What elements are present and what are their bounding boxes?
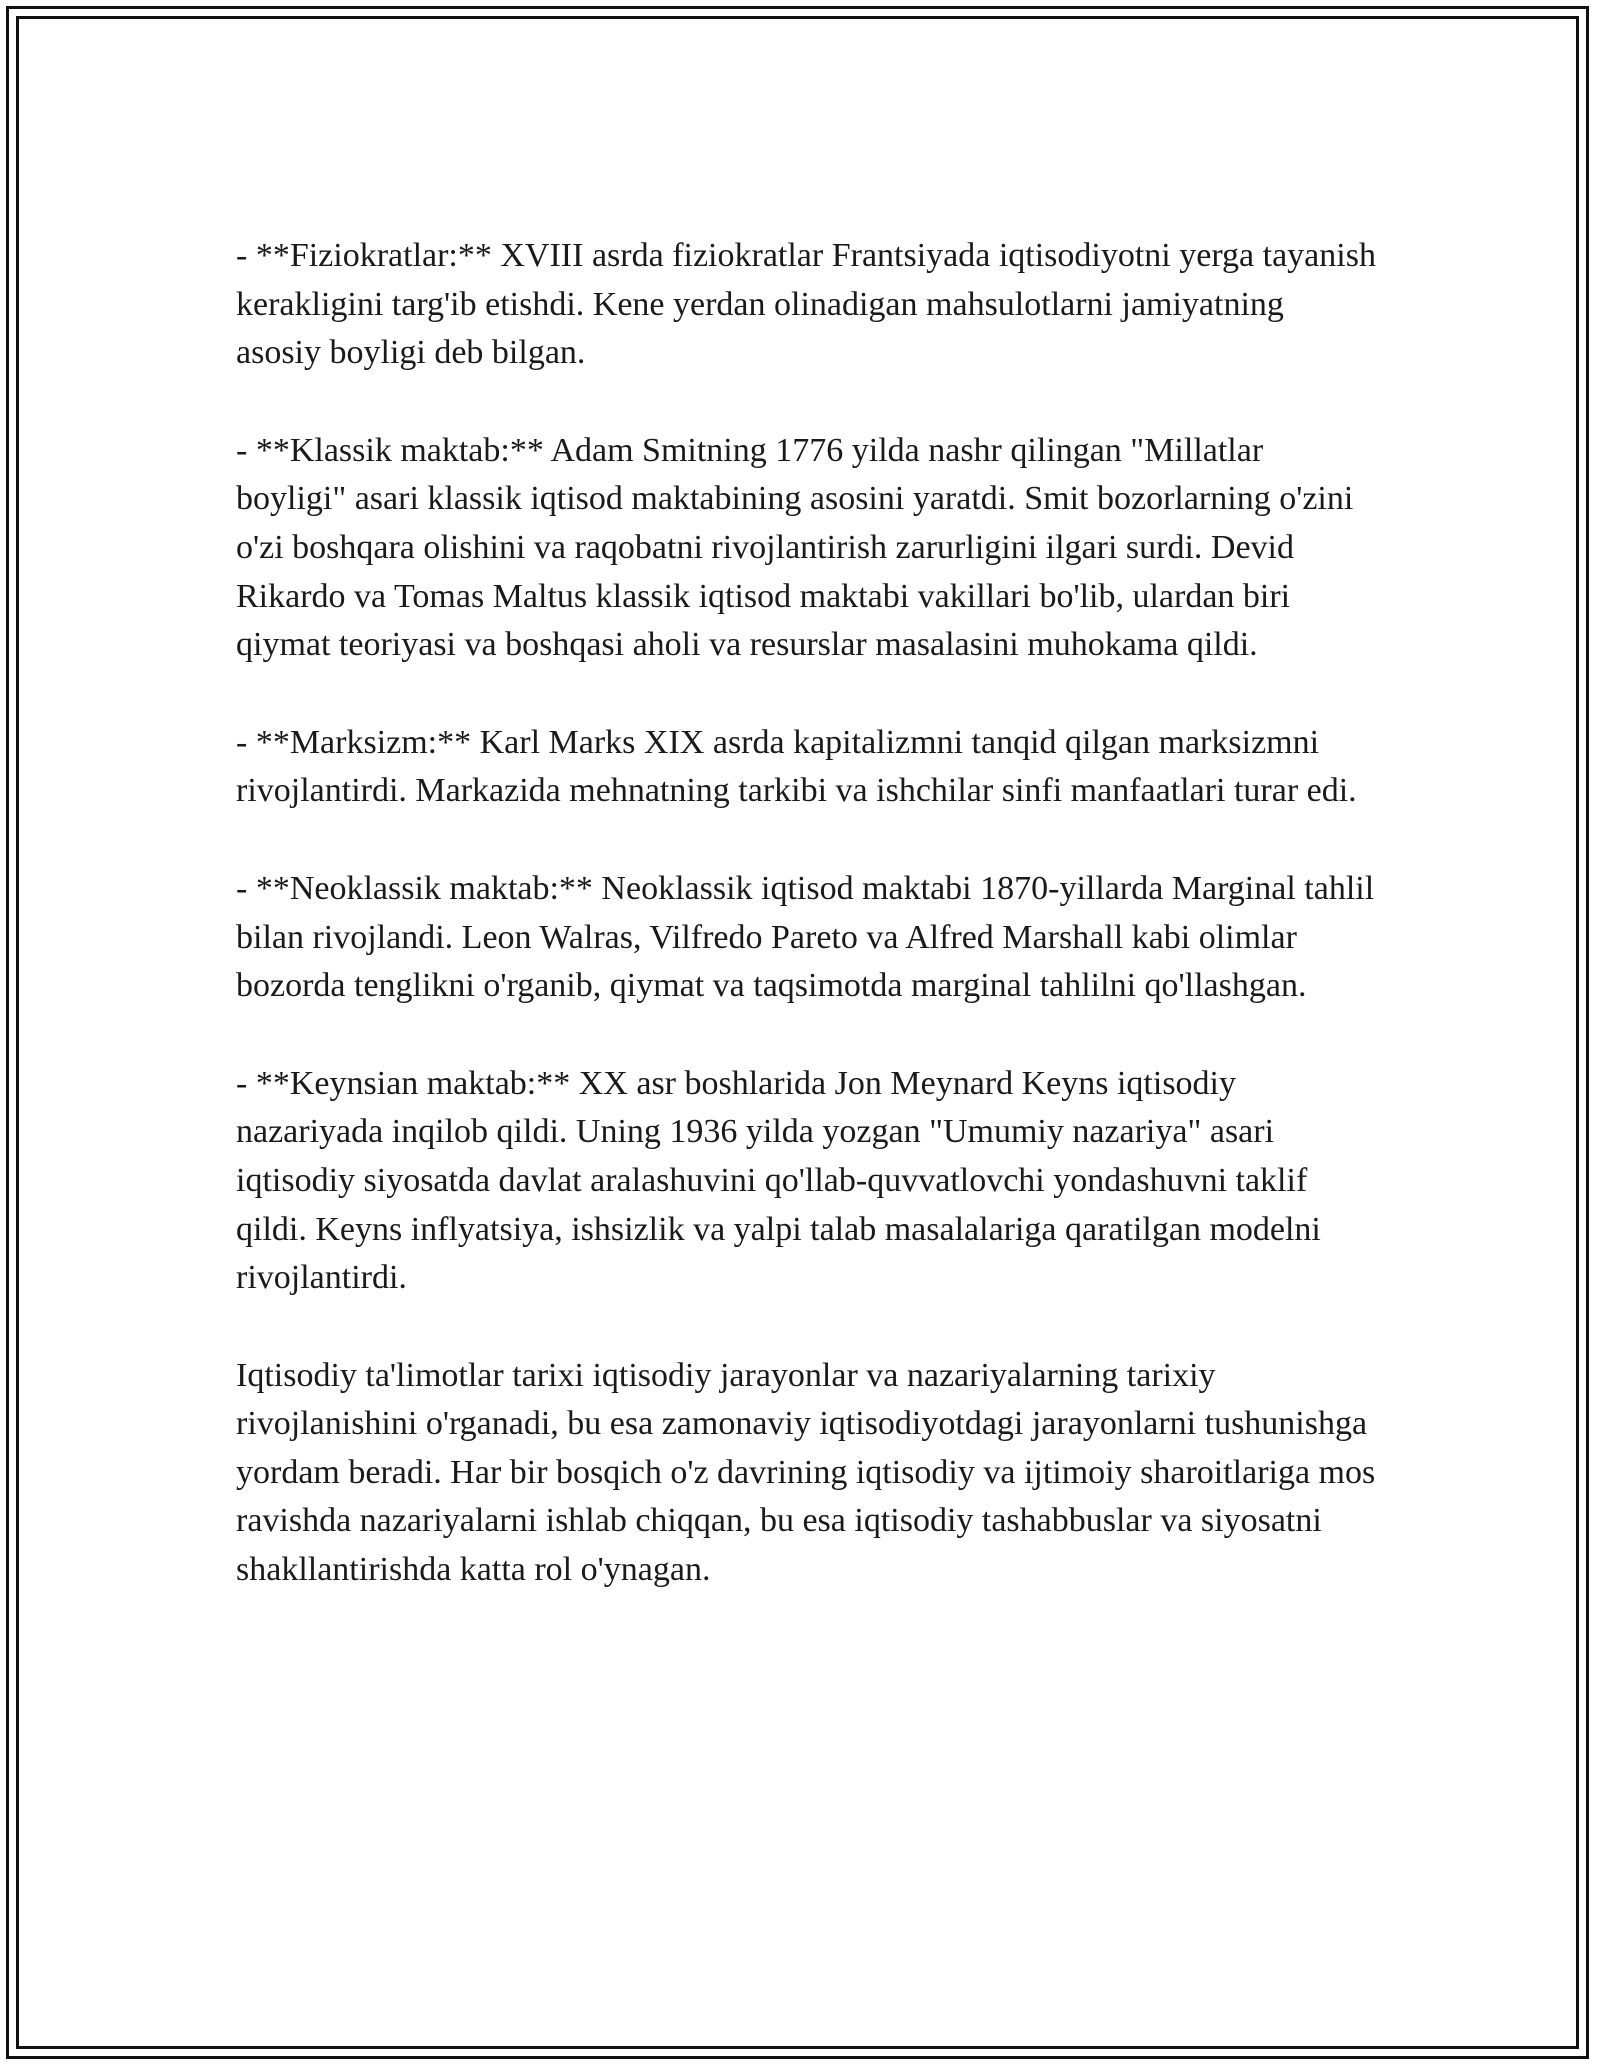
paragraph-fiziokratlar: - **Fiziokratlar:** XVIII asrda fiziokratlar Frantsiyada iqtisodiyotni yerga tayanish kerakligini targ'ib etishdi. Kene yerdan olinadigan mahsulotlarni jamiyatning asosiy boyligi deb bilgan. xyxy=(236,237,1376,372)
document-body xyxy=(236,232,1376,1644)
paragraph-conclusion: Iqtisodiy ta'limotlar tarixi iqtisodiy jarayonlar va nazariyalarning tarixiy rivojlanishini o'rganadi, bu esa zamonaviy iqtisodiyotdagi jarayonlarni tushunishga yordam beradi. Har bir bosqich o'z davrining iqtisodiy va ijtimoiy sharoitlariga mos ravishda nazariyalarni ishlab chiqqan, bu esa iqtisodiy tashabbuslar va siyosatni shakllantirishda katta rol o'ynagan. xyxy=(236,1356,1376,1589)
paragraph-keynsian-maktab: - **Keynsian maktab:** XX asr boshlarida Jon Meynard Keyns iqtisodiy nazariyada inqilob qildi. Uning 1936 yilda yozgan "Umumiy nazariya" asari iqtisodiy siyosatda davlat aralashuvini qo'llab-quvvatlovchi yondashuvni taklif qildi. Keyns inflyatsiya, ishsizlik va yalpi talab masalalariga qaratilgan modelni rivojlantirdi. xyxy=(236,1064,1321,1297)
paragraph-neoklassik-maktab: - **Neoklassik maktab:** Neoklassik iqtisod maktabi 1870-yillarda Marginal tahlil bilan rivojlandi. Leon Walras, Vilfredo Pareto va Alfred Marshall kabi olimlar bozorda tenglikni o'rganib, qiymat va taqsimotda marginal tahlilni qo'llashgan. xyxy=(236,869,1375,1005)
paragraph-marksizm: - **Marksizm:** Karl Marks XIX asrda kapitalizmni tanqid qilgan marksizmni rivojlantirdi. Markazida mehnatning tarkibi va ishchilar sinfi manfaatlari turar edi. xyxy=(236,723,1357,810)
paragraph-klassik-maktab: - **Klassik maktab:** Adam Smitning 1776 yilda nashr qilingan "Millatlar boyligi" asari klassik iqtisod maktabining asosini yaratdi. Smit bozorlarning o'zini o'zi boshqara olishini va raqobatni rivojlantirish zarurligini ilgari surdi. Devid Rikardo va Tomas Maltus klassik iqtisod maktabi vakillari bo'lib, ulardan biri qiymat teoriyasi va boshqasi aholi va resurslar masalasini muhokama qildi. xyxy=(236,431,1354,664)
